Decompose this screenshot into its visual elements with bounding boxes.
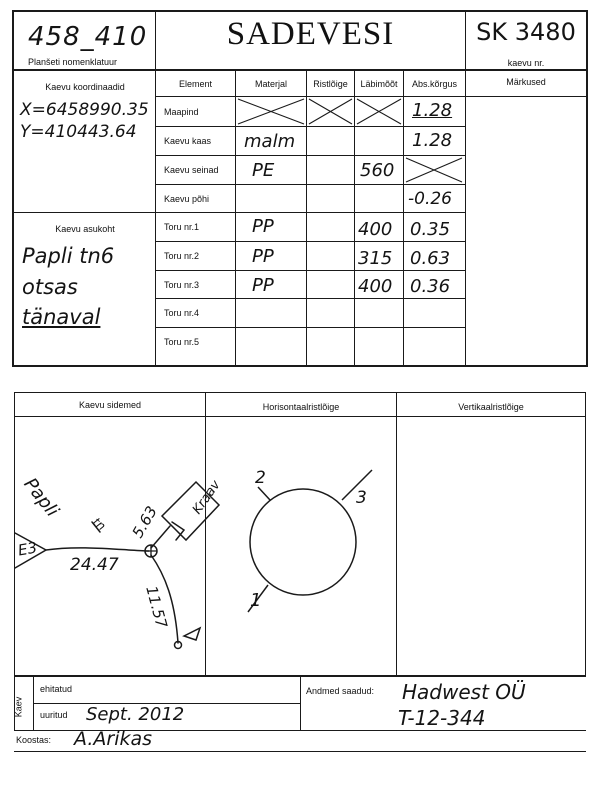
row-label: Toru nr.2 <box>164 251 200 261</box>
coord-y: Y=410443.64 <box>20 122 137 142</box>
data-from-line-2: T-12-344 <box>398 706 486 730</box>
row-label: Kaevu põhi <box>164 194 210 204</box>
cell-value: malm <box>244 131 296 152</box>
location-label: Kaevu asukoht <box>55 224 115 234</box>
cell-value: 1.28 <box>412 130 453 151</box>
location-line-2: otsas <box>22 275 78 299</box>
col-abs: Abs.kõrgus <box>411 79 458 89</box>
cell-value: -0.26 <box>408 189 452 209</box>
distance-bottom: 11.57 <box>142 583 171 631</box>
e3-label: E3 <box>16 538 39 560</box>
cell-value: 400 <box>358 219 393 240</box>
row-label: Maapind <box>164 107 199 117</box>
surveyed-label: uuritud <box>40 710 68 720</box>
coord-x: X=6458990.35 <box>20 100 149 120</box>
built-label: ehitatud <box>40 684 73 694</box>
sheet-label: Planšeti nomenklatuur <box>28 57 118 67</box>
panel-connections-title: Kaevu sidemed <box>78 400 142 410</box>
row-label: Kaevu seinad <box>164 165 219 175</box>
cell-value: PP <box>252 216 274 237</box>
cell-value: PP <box>252 275 274 296</box>
street-suffix-label: tn <box>89 514 109 534</box>
row-label: Toru nr.4 <box>164 308 200 318</box>
sheet-code: 458_410 <box>28 22 148 52</box>
cell-value: PE <box>252 160 275 181</box>
coords-label: Kaevu koordinaadid <box>45 82 125 92</box>
col-section: Ristlõige <box>313 79 348 89</box>
col-material: Materjal <box>254 79 287 89</box>
cell-value: 0.35 <box>410 219 451 240</box>
cell-value: 560 <box>360 160 395 181</box>
author-value: A.Arikas <box>74 728 153 750</box>
kraav-label: Kraav <box>189 477 224 518</box>
surveyed-value: Sept. 2012 <box>86 704 185 725</box>
cell-value: 1.28 <box>412 100 453 121</box>
pipe-label-2: 2 <box>255 468 266 488</box>
distance-top: 5.63 <box>128 503 161 541</box>
well-cross-section <box>250 489 356 595</box>
well-number: SK 3480 <box>476 18 576 46</box>
panel-horizontal-title: Horisontaalristlõige <box>262 402 340 412</box>
street-label: Papli <box>19 474 63 522</box>
location-line-1: Papli tn6 <box>22 244 115 268</box>
pipe-label-1: 1 <box>250 590 262 611</box>
col-element: Element <box>178 79 213 89</box>
row-label: Toru nr.5 <box>164 337 200 347</box>
pipe-label-3: 3 <box>356 488 367 508</box>
col-diameter: Läbimõõt <box>360 79 398 89</box>
cell-value: PP <box>252 246 274 267</box>
distance-left: 24.47 <box>70 555 119 575</box>
cell-value: 315 <box>358 248 393 269</box>
well-number-label: kaevu nr. <box>507 58 545 68</box>
row-label: Toru nr.1 <box>164 222 200 232</box>
row-label: Kaevu kaas <box>164 136 212 146</box>
author-label: Koostas: <box>16 735 52 745</box>
cell-value: 0.63 <box>410 248 451 269</box>
data-from-label: Andmed saadud: <box>306 686 375 696</box>
side-label: Kaev <box>13 696 24 718</box>
col-notes: Märkused <box>506 77 546 87</box>
cell-value: 0.36 <box>410 276 451 297</box>
data-from-line-1: Hadwest OÜ <box>402 680 526 704</box>
form-title: SADEVESI <box>226 16 395 52</box>
row-label: Toru nr.3 <box>164 280 200 290</box>
cell-value: 400 <box>358 276 393 297</box>
panel-vertical-title: Vertikaalristlõige <box>458 402 524 412</box>
location-line-3: tänaval <box>22 305 101 329</box>
